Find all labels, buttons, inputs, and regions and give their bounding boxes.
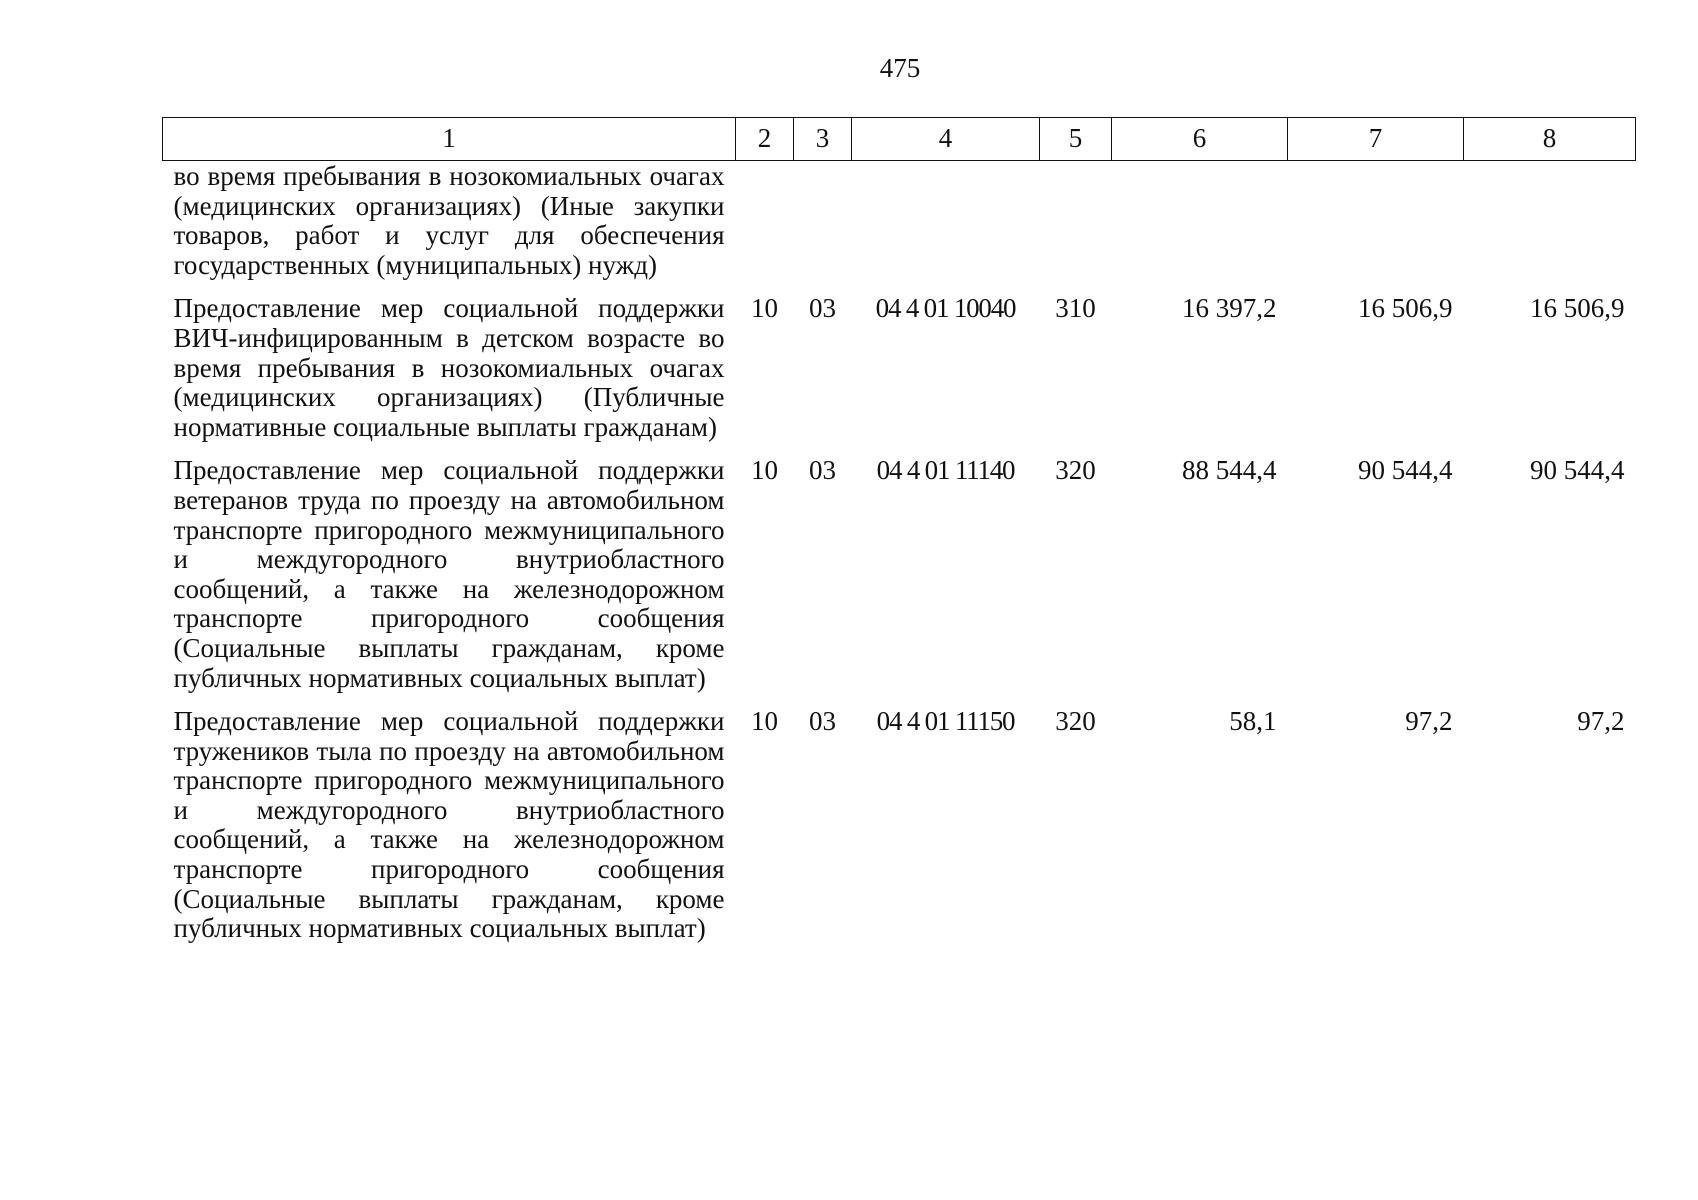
row-section: 10 [751, 293, 778, 324]
row-description: Предоставление мер социальной поддержки ВИЧ-инфицированным в детском возрасте во время пребывания в нозокомиальных очагах (медицинских организациях) (Публичные нормативные социальные выплаты гражданам) [173, 293, 725, 442]
table-row [163, 693, 1636, 944]
budget-table [162, 117, 1636, 944]
page-number: 475 [879, 53, 921, 83]
table-row [163, 280, 1636, 442]
row-subsection: 03 [809, 455, 836, 486]
row-section: 10 [751, 706, 778, 737]
row-amount-col8: 97,2 [1577, 706, 1625, 737]
column-header-5: 5 [1040, 118, 1112, 161]
row-amount-col6: 88 544,4 [1182, 455, 1277, 486]
row-amount-col8: 16 506,9 [1530, 293, 1625, 324]
row-amount-col7: 97,2 [1405, 706, 1453, 737]
row-expense-type [1040, 161, 1112, 281]
column-header-2: 2 [736, 118, 794, 161]
row-amount-col6 [1112, 161, 1288, 281]
table-row [163, 442, 1636, 693]
row-expense-type: 320 [1055, 455, 1096, 486]
row-section [736, 161, 794, 281]
row-section: 10 [751, 455, 778, 486]
row-amount-col8 [1464, 161, 1636, 281]
row-target-code: 04 4 01 10040 [875, 293, 1016, 324]
column-header-7: 7 [1288, 118, 1464, 161]
row-description: Предоставление мер социальной поддержки ветеранов труда по проезду на автомобильном транспорте пригородного межмуниципального и междугородного внутриобластного сообщений, а также на железнодорожном транспорте пригородного сообщения (Социальные выплаты гражданам, кроме публичных нормативных социальных выплат) [173, 455, 725, 693]
column-header-8: 8 [1464, 118, 1636, 161]
row-description: Предоставление мер социальной поддержки тружеников тыла по проезду на автомобильном транспорте пригородного межмуниципального и междугородного внутриобластного сообщений, а также на железнодорожном транспорте пригородного сообщения (Социальные выплаты гражданам, кроме публичных нормативных социальных выплат) [173, 706, 725, 944]
row-amount-col8: 90 544,4 [1530, 455, 1625, 486]
column-header-4: 4 [852, 118, 1040, 161]
row-amount-col7: 16 506,9 [1358, 293, 1453, 324]
row-amount-col6: 16 397,2 [1182, 293, 1277, 324]
row-subsection: 03 [809, 706, 836, 737]
row-amount-col7: 90 544,4 [1358, 455, 1453, 486]
row-expense-type: 310 [1055, 293, 1096, 324]
row-target-code: 04 4 01 11140 [876, 455, 1015, 486]
column-header-1: 1 [163, 118, 736, 161]
row-amount-col7 [1288, 161, 1464, 281]
row-amount-col6: 58,1 [1229, 706, 1277, 737]
column-header-3: 3 [794, 118, 852, 161]
table-header-row [163, 118, 1636, 161]
row-target-code: 04 4 01 11150 [876, 706, 1015, 737]
row-description: во время пребывания в нозокомиальных очагах (медицинских организациях) (Иные закупки товаров, работ и услуг для обеспечения государственных (муниципальных) нужд) [173, 161, 725, 280]
table-row [163, 161, 1636, 281]
row-target-code [852, 161, 1040, 281]
row-subsection: 03 [809, 293, 836, 324]
row-subsection [794, 161, 852, 281]
column-header-6: 6 [1112, 118, 1288, 161]
row-expense-type: 320 [1055, 706, 1096, 737]
